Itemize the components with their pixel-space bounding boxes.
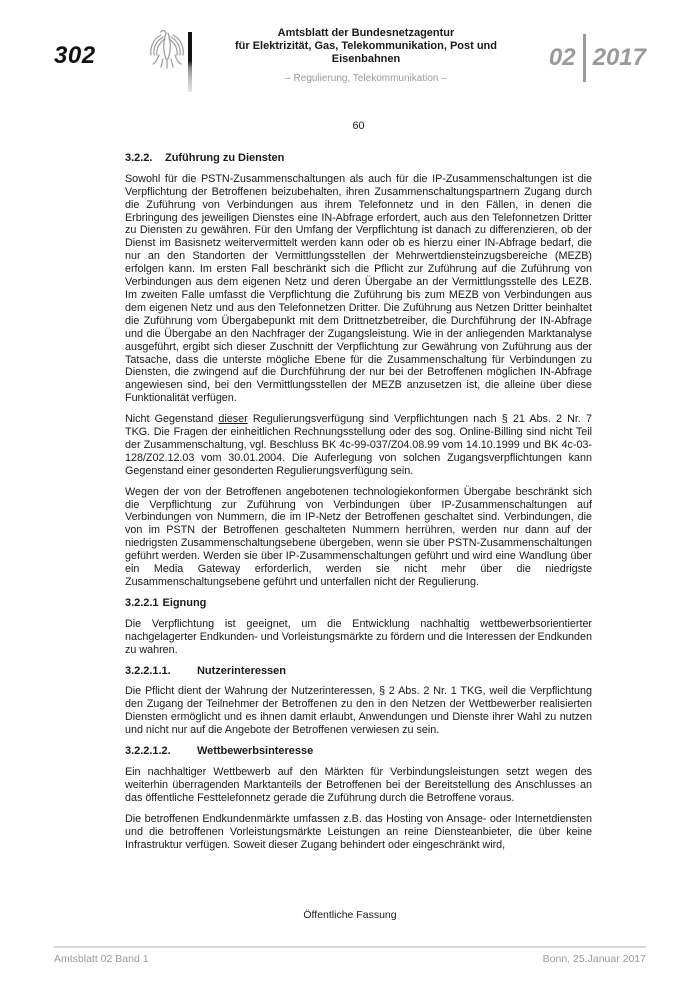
heading-number: 3.2.2.1.1. — [125, 664, 171, 677]
issue-divider-bar — [583, 34, 586, 82]
heading-number: 3.2.2. — [125, 151, 153, 164]
heading-3-2-2-1-1 — [125, 665, 592, 678]
paragraph — [125, 413, 592, 478]
issue-badge — [549, 34, 646, 82]
edition-page-number: 302 — [54, 42, 96, 69]
paragraph-text: Nicht Gegenstand — [125, 413, 219, 426]
logo-divider-bar — [188, 32, 192, 92]
heading-3-2-2-1-2 — [125, 745, 592, 758]
paragraph: Sowohl für die PSTN-Zusammenschaltungen als auch für die IP-Zusammenschaltungen ist die Verpflichtung der Betroffenen beizubehalten, ihren Zusammenschaltungspartnern Zugang durch die Zuführung von Verbindungen aus ihrem Telefonnetz und in den Fällen, in denen die Erbringung des jeweiligen Dienstes eine IN-Abfrage erfordert, auch aus den Telefonnetzen Dritter zu Diensten zu gewähren. Für den Umfang der Verpflichtung ist danach zu differenzieren, ob der Dienst im Basisnetz weitervermittelt werden kann oder ob es hierzu einer IN-Abfrage bedarf, die nur an den Standorten der Vermittlungsstellen der Mehrwertdiensteinzugsbereiche (MEZB) erfolgen kann. Im ersten Fall beschränkt sich die Pflicht zur Zuführung auf die Zuführung von Verbindungen aus dem eigenen Netz und deren Übergabe an der Vermittlungsstelle des LEZB. Im zweiten Falle umfasst die Verpflichtung die Zuführung bis zum MEZB von Verbindungen aus dem eigenen Netz und aus den Telefonnetzen Dritter. Die Zuführung aus Netzen Dritter beinhaltet die Zuführung vom Übergabepunkt mit dem Drittnetzbetreiber, die Durchführung der IN-Abfrage und die Übergabe an den Nachfrager der Zugangsleistung. Wie in der anliegenden Marktanalyse ausgeführt, ergibt sich dieser Zuschnitt der Verpflichtung zur Gewährung von Zuführung aus der Tatsache, dass die unterste mögliche Ebene für die Zusammenschaltung für Verbindungen zu Diensten, die zwingend auf die Durchführung der nur bei der Betroffenen möglichen IN-Abfrage angewiesen sind, bei den Vermittlungsstellen der MEZB anzusetzen ist, die alleine über diese Funktionalität verfügen. — [125, 172, 592, 405]
masthead-line1: Amtsblatt der Bundesnetzagentur — [277, 27, 455, 39]
footer-divider — [54, 946, 646, 948]
issue-number: 02 — [548, 44, 576, 71]
page-footer — [54, 953, 646, 965]
heading-title: Zuführung zu Diensten — [165, 151, 285, 164]
paragraph-text: Regulierungsverfügung sind Verpflichtungen nach § 21 Abs. 2 Nr. 7 TKG. Die Fragen der einheitlichen Rechnungsstellung oder des sog. Online-Billing sind nicht Teil der Zusammenschaltung, vgl. Beschluss BK 4c-99-037/Z04.08.99 vom 14.10.1999 und BK 4c-03-128/Z02.12.03 vom 30.01.2004. Die Auferlegung von solchen Zugangsverpflichtungen kann Gegenstand einer gesonderten Regulierungsverfügung sein. — [125, 413, 592, 477]
footer-right-label: Bonn, 25.Januar 2017 — [542, 953, 646, 965]
masthead-line3: – Regulierung, Telekommunikation – — [285, 73, 447, 84]
paragraph: Ein nachhaltiger Wettbewerb auf den Märkten für Verbindungsleistungen setzt wegen des weiterhin überragenden Marktanteils der Betroffenen bei der Bereitstellung des Anschlusses an das öffentliche Festtelefonnetz gerade die Zuführung durch die Betroffene voraus. — [125, 765, 592, 804]
public-version-label: Öffentliche Fassung — [303, 909, 397, 921]
document-body — [125, 120, 592, 859]
paragraph: Die betroffenen Endkundenmärkte umfassen z.B. das Hosting von Ansage- oder Internetdiensten und die betroffenen Vorleistungsmärkte Leistungen an reine Diensteanbieter, die über keine Infrastruktur verfügen. Soweit dieser Zugang behindert oder eingeschränkt wird, — [125, 812, 592, 851]
heading-number: 3.2.2.1 — [125, 596, 159, 609]
heading-title: Wettbewerbsinteresse — [197, 745, 314, 758]
heading-title: Eignung — [162, 596, 207, 609]
heading-number: 3.2.2.1.2. — [125, 745, 171, 758]
paragraph: Wegen der von der Betroffenen angebotenen technologiekonformen Übergabe beschränkt sich die Verpflichtung zur Zuführung von Verbindungen über IP-Zusammenschaltungen auf Verbindungen von Nummern, die im IP-Netz der Betroffenen geschaltet sind. Verbindungen, die von im PSTN der Betroffenen geschalteten Nummern herrühren, werden nur dann auf der niedrigsten Zusammenschaltungsebene übergeben, wenn sie über PSTN-Zusammenschaltungen geführt werden. Werden sie über IP-Zusammenschaltungen geführt und wird eine Wandlung über ein Media Gateway erforderlich, werden sie nicht mehr über die niedrigste Zusammenschaltungsebene geführt und unterfallen nicht der Regulierung. — [125, 485, 592, 588]
bundesnetzagentur-logo — [148, 24, 200, 94]
page-header — [0, 0, 700, 105]
issue-year: 2017 — [592, 44, 646, 71]
masthead-line2: für Elektrizität, Gas, Telekommunikation, Post und Eisenbahnen — [234, 40, 497, 65]
heading-title: Nutzerinteressen — [197, 664, 286, 677]
heading-3-2-2-1 — [125, 597, 592, 610]
masthead — [212, 27, 520, 85]
inner-page-number: 60 — [352, 120, 365, 132]
paragraph: Die Verpflichtung ist geeignet, um die Entwicklung nachhaltig wettbewerbsorientierter nachgelagerter Endkunden- und Vorleistungsmärkte zu fördern und die Interessen der Endkunden zu wahren. — [125, 617, 592, 656]
underlined-word: dieser — [218, 413, 248, 426]
heading-3-2-2 — [125, 152, 592, 165]
footer-left-label: Amtsblatt 02 Band 1 — [54, 953, 149, 965]
paragraph: Die Pflicht dient der Wahrung der Nutzerinteressen, § 2 Abs. 2 Nr. 1 TKG, weil die Verpflichtung den Zugang der Teilnehmer der Betroffenen zu den in den Netzen der Wettbewerber realisierten Diensten ermöglicht und es ihnen damit erlaubt, Anwendungen und Dienste ihrer Wahl zu nutzen und nicht nur auf die Angebote der Betroffenen verwiesen zu sein. — [125, 685, 592, 737]
